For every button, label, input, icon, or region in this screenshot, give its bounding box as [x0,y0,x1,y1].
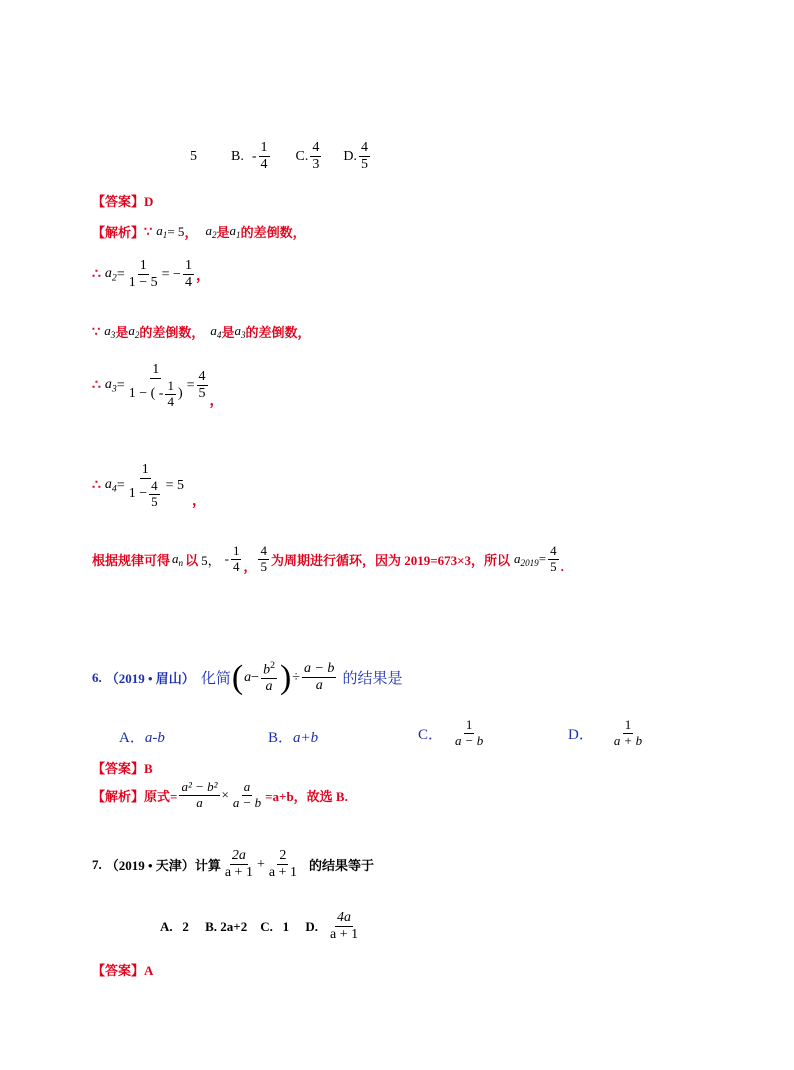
q5-option-b-sign: - [251,148,257,164]
q5-option-b-frac: $\frac{1}{4}$ [260,140,268,173]
q5-answer: 【答案】D [92,194,154,209]
q6-answer: 【答案】B [92,761,153,776]
q6-option-b: B．a+b [268,730,319,746]
q5-option-c-frac: $\frac{4}{3}$ [312,140,320,173]
q5-analysis-line2: ∴ $a_2$ = $\frac{1}{1 - 5}$ = − $\frac{1}{4}$ ， [92,258,210,291]
q6-analysis: 【解析】 原式= $\frac{\text{a² − b²}}{a}$ × $\frac{a}{a - b}$ =a+b，故选 B. [92,779,348,810]
q5-option-d-frac: $\frac{4}{5}$ [360,140,368,173]
q7-answer: 【答案】A [92,963,154,978]
q5-analysis-line6: 根据规律可得 $a_n$ 以 5， - $\frac{1}{4}$ ， $\frac{4}{5}$ 为周期进行循环，因为 2019=673×3，所以 $a_{2019}$ = $\frac{4}{5}$ . [92,543,564,574]
q5-option-c-label: C. [295,148,309,164]
q5-options [190,140,372,173]
q5-option-d-label: D. [343,148,357,164]
q5-option-a: 5 [190,148,197,164]
q5-option-b-label: B. [231,148,244,164]
q5-analysis-line3: ∵ $a_3$ 是 $a_2$ 的差倒数， $a_4$ 是 $a_3$ 的差倒数， [92,322,311,341]
q5-analysis-line1: 【解析】 ∵ $a_1$ = 5 ， $a_2$ 是 $a_1$ 的差倒数， [92,222,306,241]
q7-options: A. 2 B. 2a+2 C. 1 D. $\frac{4a}{a + 1}$ [160,910,359,943]
q6-option-a: A．a-b [119,730,165,746]
q6-option-c: C． $\frac{1}{a - b}$ [418,717,484,748]
q5-analysis-line4: ∴ $a_3$ = 1 1 − ( - $\frac{1}{4}$ ) = $\frac{4}{5}$ ， [92,362,224,410]
q6-option-d: D． $\frac{1}{a + b}$ [568,717,643,748]
q7-stem: 7. （2019 • 天津） 计算 $\frac{2a}{a + 1}$ + $\frac{2}{a + 1}$ 的结果等于 [92,848,374,881]
q5-analysis-line5: ∴ $a_4$ = 1 1 − $\frac{4}{5}$ = 5 ， [92,462,207,510]
q6-stem: 6. （2019 • 眉山） 化简 ( a − $\frac{b^2}{a}$ ) ÷ $\frac{a - b}{a}$ 的结果是 [92,658,403,696]
